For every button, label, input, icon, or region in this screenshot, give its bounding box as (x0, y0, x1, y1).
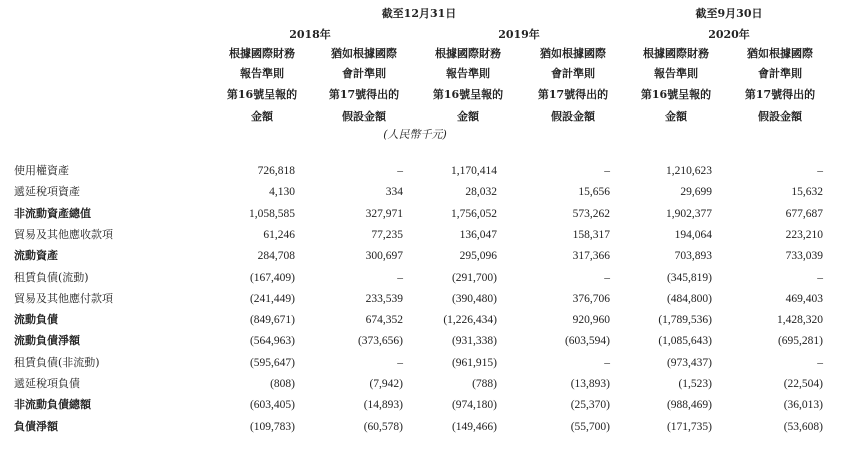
table-cell: – (604, 357, 610, 369)
table-cell: 703,893 (674, 250, 712, 262)
table-cell: (695,281) (777, 335, 823, 347)
column-header-line: 會計準則 (551, 67, 595, 80)
column-header-line: 根據國際財務 (643, 47, 709, 60)
table-cell: – (817, 357, 823, 369)
column-header-line: 假設金額 (551, 110, 595, 123)
table-cell: 29,699 (680, 186, 712, 198)
table-cell: (988,469) (666, 399, 712, 411)
column-header-line: 猶如根據國際 (540, 47, 606, 60)
column-header-line: 猶如根據國際 (747, 47, 813, 60)
table-cell: 733,039 (785, 250, 823, 262)
year-2019-header: 2019年 (498, 28, 540, 41)
table-cell: 28,032 (465, 186, 497, 198)
row-label: 遞延稅項資產 (14, 185, 80, 198)
row-label: 流動負債 (14, 313, 58, 326)
table-cell: 233,539 (365, 293, 403, 305)
table-cell: (849,671) (249, 314, 295, 326)
table-cell: – (817, 165, 823, 177)
row-label: 非流動負債總額 (14, 398, 91, 411)
table-cell: (973,437) (666, 357, 712, 369)
table-cell: (171,735) (666, 421, 712, 433)
table-cell: (55,700) (570, 421, 610, 433)
table-cell: (808) (270, 378, 295, 390)
column-header-line: 會計準則 (342, 67, 386, 80)
table-cell: – (604, 165, 610, 177)
row-label: 負債淨額 (14, 420, 58, 433)
period-header-sep: 截至9月30日 (695, 7, 763, 20)
column-header-line: 金額 (457, 110, 479, 123)
table-cell: (961,915) (451, 357, 497, 369)
column-header-line: 第17號得出的 (328, 88, 400, 101)
row-label: 貿易及其他應收款項 (14, 228, 113, 241)
column-header-line: 根據國際財務 (435, 47, 501, 60)
table-cell: – (397, 272, 403, 284)
table-cell: 284,708 (257, 250, 295, 262)
table-cell: 573,262 (572, 208, 610, 220)
column-header-line: 金額 (251, 110, 273, 123)
table-cell: 726,818 (257, 165, 295, 177)
column-header-line: 報告準則 (654, 67, 698, 80)
table-cell: – (397, 165, 403, 177)
column-header-line: 根據國際財務 (229, 47, 295, 60)
column-header-line: 第16號呈報的 (432, 88, 504, 101)
column-header-line: 假設金額 (758, 110, 802, 123)
row-label: 遞延稅項負債 (14, 377, 80, 390)
table-cell: (788) (472, 378, 497, 390)
table-cell: (564,963) (249, 335, 295, 347)
table-cell: (345,819) (666, 272, 712, 284)
table-cell: (7,942) (369, 378, 403, 390)
row-label: 非流動資產總值 (14, 207, 91, 220)
table-cell: 1,170,414 (451, 165, 497, 177)
table-cell: 1,210,623 (666, 165, 712, 177)
table-cell: 376,706 (572, 293, 610, 305)
table-cell: (603,405) (249, 399, 295, 411)
table-cell: (390,480) (451, 293, 497, 305)
table-cell: (974,180) (451, 399, 497, 411)
column-header-line: 第16號呈報的 (226, 88, 298, 101)
table-cell: (25,370) (570, 399, 610, 411)
table-cell: (149,466) (451, 421, 497, 433)
row-label: 流動負債淨額 (14, 334, 80, 347)
table-cell: (595,647) (249, 357, 295, 369)
column-header-line: 報告準則 (446, 67, 490, 80)
table-cell: 136,047 (459, 229, 497, 241)
table-cell: 674,352 (365, 314, 403, 326)
table-cell: 223,210 (785, 229, 823, 241)
table-cell: (603,594) (564, 335, 610, 347)
table-cell: – (604, 272, 610, 284)
row-label: 租賃負債(流動) (14, 271, 89, 284)
table-cell: (1,523) (678, 378, 712, 390)
table-cell: (931,338) (451, 335, 497, 347)
table-cell: 677,687 (785, 208, 823, 220)
table-cell: – (397, 357, 403, 369)
year-2020-header: 2020年 (708, 28, 750, 41)
table-cell: (1,085,643) (658, 335, 712, 347)
table-cell: 15,656 (578, 186, 610, 198)
row-label: 流動資產 (14, 249, 58, 262)
table-cell: 61,246 (263, 229, 295, 241)
table-cell: 334 (385, 186, 403, 198)
row-label: 使用權資產 (14, 164, 69, 177)
table-cell: (241,449) (249, 293, 295, 305)
column-header-line: 第16號呈報的 (640, 88, 712, 101)
year-2018-header: 2018年 (289, 28, 331, 41)
table-cell: (53,608) (783, 421, 823, 433)
row-label: 貿易及其他應付款項 (14, 292, 113, 305)
column-header-line: 第17號得出的 (744, 88, 816, 101)
table-cell: (373,656) (357, 335, 403, 347)
column-header-line: 報告準則 (240, 67, 284, 80)
table-cell: 4,130 (269, 186, 295, 198)
table-cell: (22,504) (783, 378, 823, 390)
table-cell: 295,096 (459, 250, 497, 262)
table-cell: (291,700) (451, 272, 497, 284)
table-cell: (36,013) (783, 399, 823, 411)
table-cell: (1,789,536) (658, 314, 712, 326)
table-cell: 469,403 (785, 293, 823, 305)
period-header-dec: 截至12月31日 (381, 7, 457, 20)
table-cell: 158,317 (572, 229, 610, 241)
table-cell: 194,064 (674, 229, 712, 241)
table-cell: (109,783) (249, 421, 295, 433)
table-cell: 15,632 (791, 186, 823, 198)
table-cell: 317,366 (572, 250, 610, 262)
column-header-line: 金額 (665, 110, 687, 123)
table-cell: 1,058,585 (249, 208, 295, 220)
table-cell: (484,800) (666, 293, 712, 305)
column-header-line: 第17號得出的 (537, 88, 609, 101)
table-cell: 1,902,377 (666, 208, 712, 220)
table-cell: 300,697 (365, 250, 403, 262)
table-cell: (1,226,434) (443, 314, 497, 326)
table-cell: 1,428,320 (777, 314, 823, 326)
table-cell: (13,893) (570, 378, 610, 390)
table-cell: 920,960 (572, 314, 610, 326)
column-header-line: 會計準則 (758, 67, 802, 80)
table-cell: 1,756,052 (451, 208, 497, 220)
column-header-line: 猶如根據國際 (331, 47, 397, 60)
table-cell: 77,235 (371, 229, 403, 241)
column-header-line: 假設金額 (342, 110, 386, 123)
unit-label: (人民幣千元) (383, 128, 447, 141)
row-label: 租賃負債(非流動) (14, 356, 100, 369)
table-cell: (167,409) (249, 272, 295, 284)
table-cell: – (817, 272, 823, 284)
table-cell: (14,893) (363, 399, 403, 411)
table-cell: (60,578) (363, 421, 403, 433)
table-cell: 327,971 (365, 208, 403, 220)
